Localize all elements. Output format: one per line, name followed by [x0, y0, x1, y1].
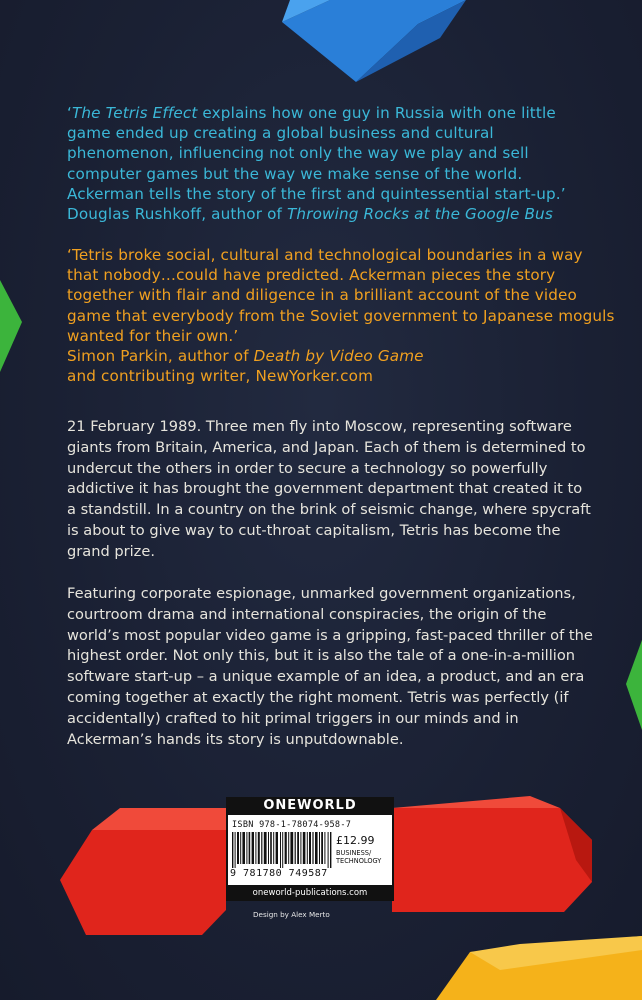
quote-rushkoff-text — [67, 103, 587, 204]
design-credit: Design by Alex Merto — [253, 910, 330, 919]
isbn-label: ISBN 978-1-78074-958-7 — [232, 820, 352, 830]
attribution-author: Simon Parkin, author of — [67, 347, 254, 366]
quote-parkin-attribution — [67, 346, 615, 366]
price-label: £12.99 — [336, 834, 375, 847]
attribution-author: Douglas Rushkoff, author of — [67, 205, 287, 224]
red-block-right-top — [392, 796, 560, 808]
red-block-top — [92, 808, 226, 830]
attribution-book: Throwing Rocks at the Google Bus — [287, 205, 553, 224]
red-block-face — [60, 830, 226, 935]
category-line-2: TECHNOLOGY — [336, 857, 382, 865]
quote-parkin-attribution-line2: and contributing writer, NewYorker.com — [67, 367, 374, 386]
synopsis-paragraph-1 — [67, 417, 595, 563]
attribution-book: Death by Video Game — [253, 347, 424, 366]
green-block-left — [0, 280, 22, 372]
quote-book-title: The Tetris Effect — [71, 104, 198, 122]
category-label — [336, 849, 381, 865]
synopsis-text-2: Featuring corporate espionage, unmarked government organizations, courtroom drama and international conspiracies, the origin of the world’s most popular video game is a gripping, fast-paced thriller of the highest order. Not only this, but it is also the tale of a one-in-a-million software start-up – a unique example of an idea, a product, and an era coming together at exactly the right moment. Tetris was perfectly (if accidentally) crafted to hit primal triggers in our minds and in Ackerman’s hands its story is unputdownable. — [67, 585, 593, 748]
quote-rushkoff — [67, 103, 587, 224]
red-block-right-face — [392, 808, 592, 912]
synopsis-text-1: 21 February 1989. Three men fly into Moscow, representing software giants from Britain, America, and Japan. Each of them is determined to undercut the others in order to secure a technology so powerfully addictive it has brought the government department that created it to a standstill. In a country on the brink of seismic change, where spycraft is about to give way to cut-throat capitalism, Tetris has become the grand prize. — [67, 418, 591, 560]
quote-rushkoff-attribution — [67, 204, 587, 224]
quote-body: explains how one guy in Russia with one little game ended up creating a global business and cultural phenomenon, influencing not only the way we play and sell computer games but the way we make sense of the world. Ackerman tells the story of the first and quintessential start-up.’ — [67, 104, 566, 203]
quote-parkin-text: ‘Tetris broke social, cultural and technological boundaries in a way that nobody…could have predicted. Ackerman pieces the story together with flair and diligence in a brilliant account of the video game that everybody from the Soviet government to Japanese moguls wanted for their own.’ — [67, 246, 615, 345]
quote-parkin — [67, 245, 615, 386]
publisher-name: ONEWORLD — [226, 797, 394, 815]
category-line-1: BUSINESS/ — [336, 849, 372, 857]
barcode-digits: 9 781780 749587 — [230, 868, 328, 879]
publisher-website: oneworld-publications.com — [226, 885, 394, 901]
synopsis-paragraph-2 — [67, 584, 595, 750]
green-block-right — [626, 640, 642, 730]
quote-open-mark: ‘ — [67, 104, 72, 122]
barcode-icon — [232, 832, 332, 868]
